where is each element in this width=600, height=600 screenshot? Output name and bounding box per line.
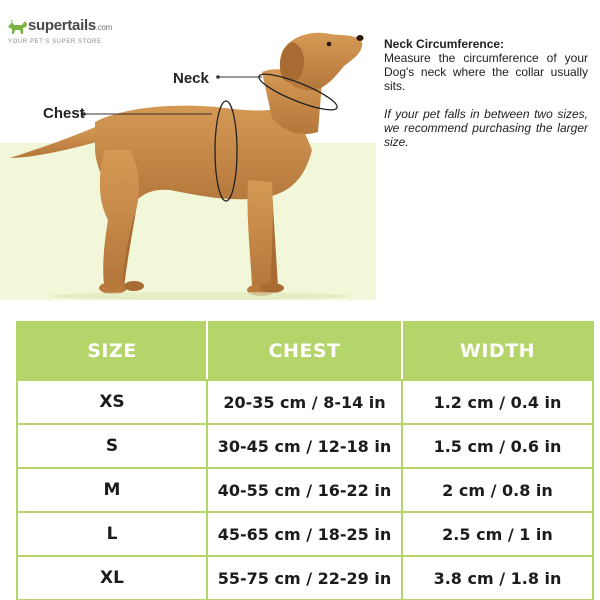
neck-label: Neck <box>173 70 209 87</box>
dog-illustration <box>0 0 380 300</box>
chest-cell: 45-65 cm / 18-25 in <box>207 512 402 556</box>
chest-cell: 30-45 cm / 12-18 in <box>207 424 402 468</box>
size-chart-table <box>16 321 594 600</box>
size-cell: S <box>17 424 207 468</box>
size-cell: L <box>17 512 207 556</box>
size-cell: XS <box>17 380 207 424</box>
table-row <box>17 468 593 512</box>
table-row <box>17 380 593 424</box>
width-cell: 1.2 cm / 0.4 in <box>402 380 593 424</box>
width-cell: 2.5 cm / 1 in <box>402 512 593 556</box>
width-cell: 1.5 cm / 0.6 in <box>402 424 593 468</box>
brand-suffix: .com <box>95 23 113 32</box>
brand-tagline: YOUR PET'S SUPER STORE <box>8 39 102 45</box>
header-size: SIZE <box>17 322 207 380</box>
table-row <box>17 424 593 468</box>
table-row <box>17 512 593 556</box>
chest-cell: 55-75 cm / 22-29 in <box>207 556 402 600</box>
dog-image <box>0 0 380 300</box>
info-body: Measure the circumference of your Dog's neck where the collar usually sits. <box>384 51 588 93</box>
table-row <box>17 556 593 600</box>
chest-cell: 40-55 cm / 16-22 in <box>207 468 402 512</box>
header-chest: CHEST <box>207 322 402 380</box>
table-header-row <box>17 322 593 380</box>
width-cell: 2 cm / 0.8 in <box>402 468 593 512</box>
chest-cell: 20-35 cm / 8-14 in <box>207 380 402 424</box>
chest-label: Chest <box>43 105 85 122</box>
measurement-info <box>384 37 588 149</box>
size-cell: M <box>17 468 207 512</box>
header-width: WIDTH <box>402 322 593 380</box>
brand-name: supertails.com <box>28 17 113 34</box>
info-title: Neck Circumference: <box>384 37 505 51</box>
info-note: If your pet falls in between two sizes, we recommend purchasing the larger size. <box>384 107 588 149</box>
width-cell: 3.8 cm / 1.8 in <box>402 556 593 600</box>
size-cell: XL <box>17 556 207 600</box>
